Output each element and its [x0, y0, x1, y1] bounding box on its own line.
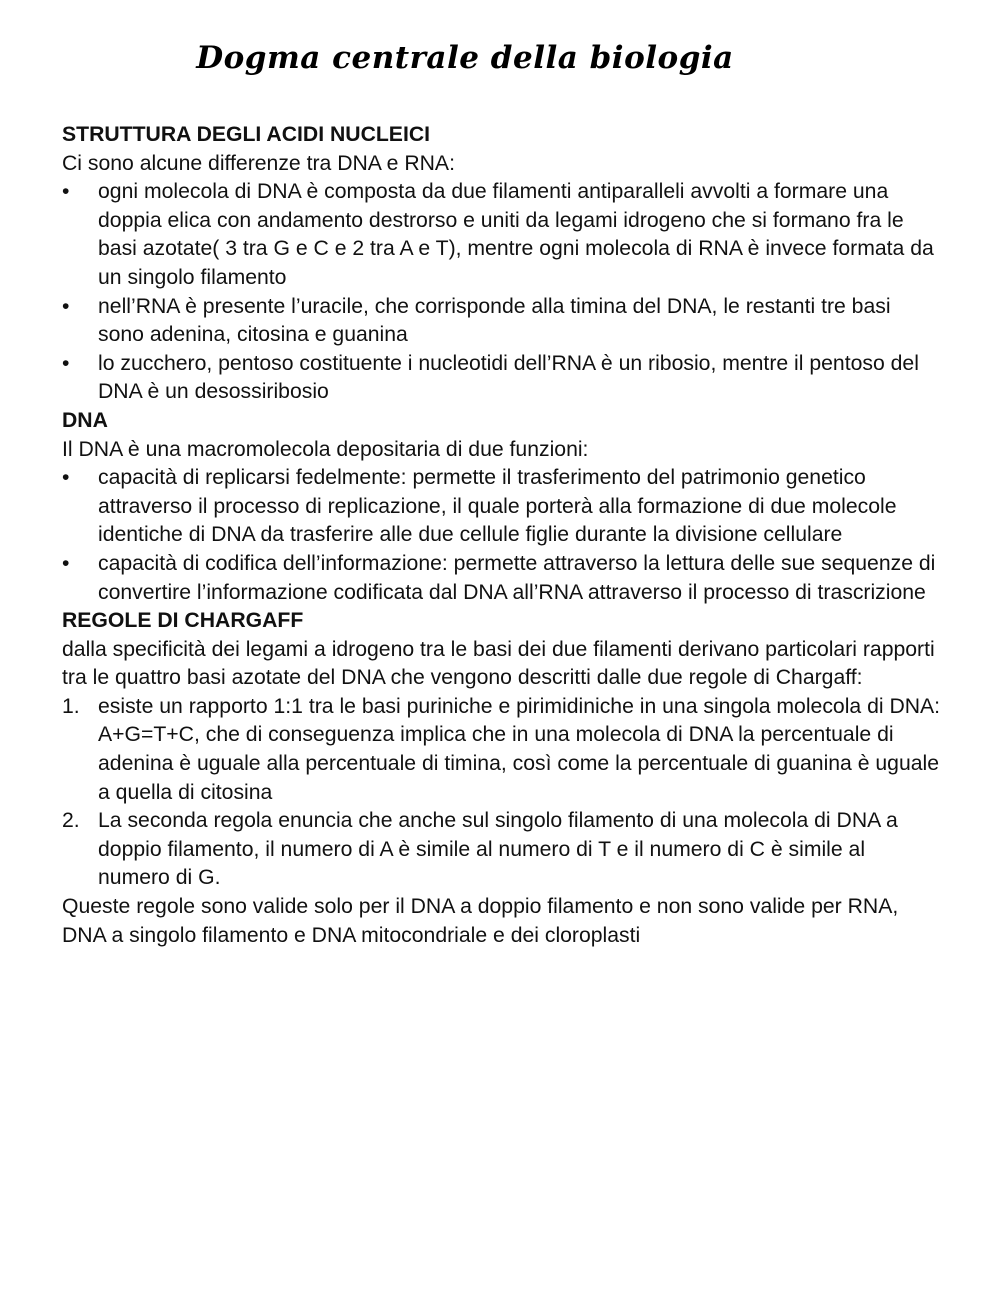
list-item: [62, 464, 942, 550]
list-item-text: esiste un rapporto 1:1 tra le basi puriniche e pirimidiniche in una singola molecola di DNA: A+G=T+C, che di conseguenza implica che in una molecola di DNA la percentuale di adenina è uguale alla percentuale di timina, così come la percentuale di guanina è uguale a quella di citosina: [98, 694, 941, 804]
list-item: [62, 550, 942, 607]
bullet-marker: •: [62, 351, 70, 375]
bullet-marker: •: [62, 551, 70, 575]
number-marker: 2.: [62, 809, 80, 833]
section-intro: dalla specificità dei legami a idrogeno tra le basi dei due filamenti derivano particolari rapporti tra le quattro basi azotate del DNA che vengono descritti dalle due regole di Chargaff:: [62, 637, 935, 690]
list-item-text: lo zucchero, pentoso costituente i nucleotidi dell’RNA è un ribosio, mentre il pentoso del DNA è un desossiribosio: [98, 351, 919, 404]
section-intro: Ci sono alcune differenze tra DNA e RNA:: [62, 151, 455, 175]
list-item-text: La seconda regola enuncia che anche sul singolo filamento di una molecola di DNA a doppio filamento, il numero di A è simile al numero di T e il numero di C è simile al numero di G.: [98, 809, 898, 890]
document-body: [62, 121, 942, 950]
section-heading: STRUTTURA DEGLI ACIDI NUCLEICI: [62, 123, 431, 146]
bullet-list: [62, 464, 942, 607]
section-outro: Queste regole sono valide solo per il DNA a doppio filamento e non sono valide per RNA, DNA a singolo filamento e DNA mitocondriale e dei cloroplasti: [62, 895, 899, 947]
page-title: Dogma centrale della biologia: [196, 40, 734, 76]
list-item-text: capacità di replicarsi fedelmente: permette il trasferimento del patrimonio genetico attraverso il processo di replicazione, il quale porterà alla formazione di due molecole identiche di DNA da trasferire alle due cellule figlie durante la divisione cellulare: [98, 466, 897, 547]
bullet-list: [62, 178, 942, 407]
section-heading: REGOLE DI CHARGAFF: [62, 609, 304, 633]
section-chargaff: [62, 607, 942, 950]
list-item: [62, 350, 942, 407]
numbered-list: [62, 693, 942, 893]
section-intro: Il DNA è una macromolecola depositaria di due funzioni:: [62, 437, 589, 461]
list-item: [62, 807, 942, 893]
list-item-text: capacità di codifica dell’informazione: permette attraverso la lettura delle sue sequenze di convertire l’informazione codificata dal DNA all’RNA attraverso il processo di trascrizione: [98, 551, 936, 604]
bullet-marker: •: [62, 466, 70, 490]
list-item-text: nell’RNA è presente l’uracile, che corrisponde alla timina del DNA, le restanti tre basi sono adenina, citosina e guanina: [98, 294, 891, 347]
list-item-text: ogni molecola di DNA è composta da due filamenti antiparalleli avvolti a formare una doppia elica con andamento destrorso e uniti da legami idrogeno che si formano fra le basi azotate( 3 tra G e C e 2 tra A e T), mentre ogni molecola di RNA è invece formata da un singolo filamento: [98, 180, 934, 289]
list-item: [62, 178, 942, 292]
number-marker: 1.: [62, 694, 80, 718]
bullet-marker: •: [62, 294, 70, 318]
section-heading: DNA: [62, 408, 108, 432]
section-dna: [62, 407, 942, 607]
section-structure: [62, 121, 942, 407]
bullet-marker: •: [62, 180, 70, 204]
list-item: [62, 693, 942, 807]
list-item: [62, 293, 942, 350]
